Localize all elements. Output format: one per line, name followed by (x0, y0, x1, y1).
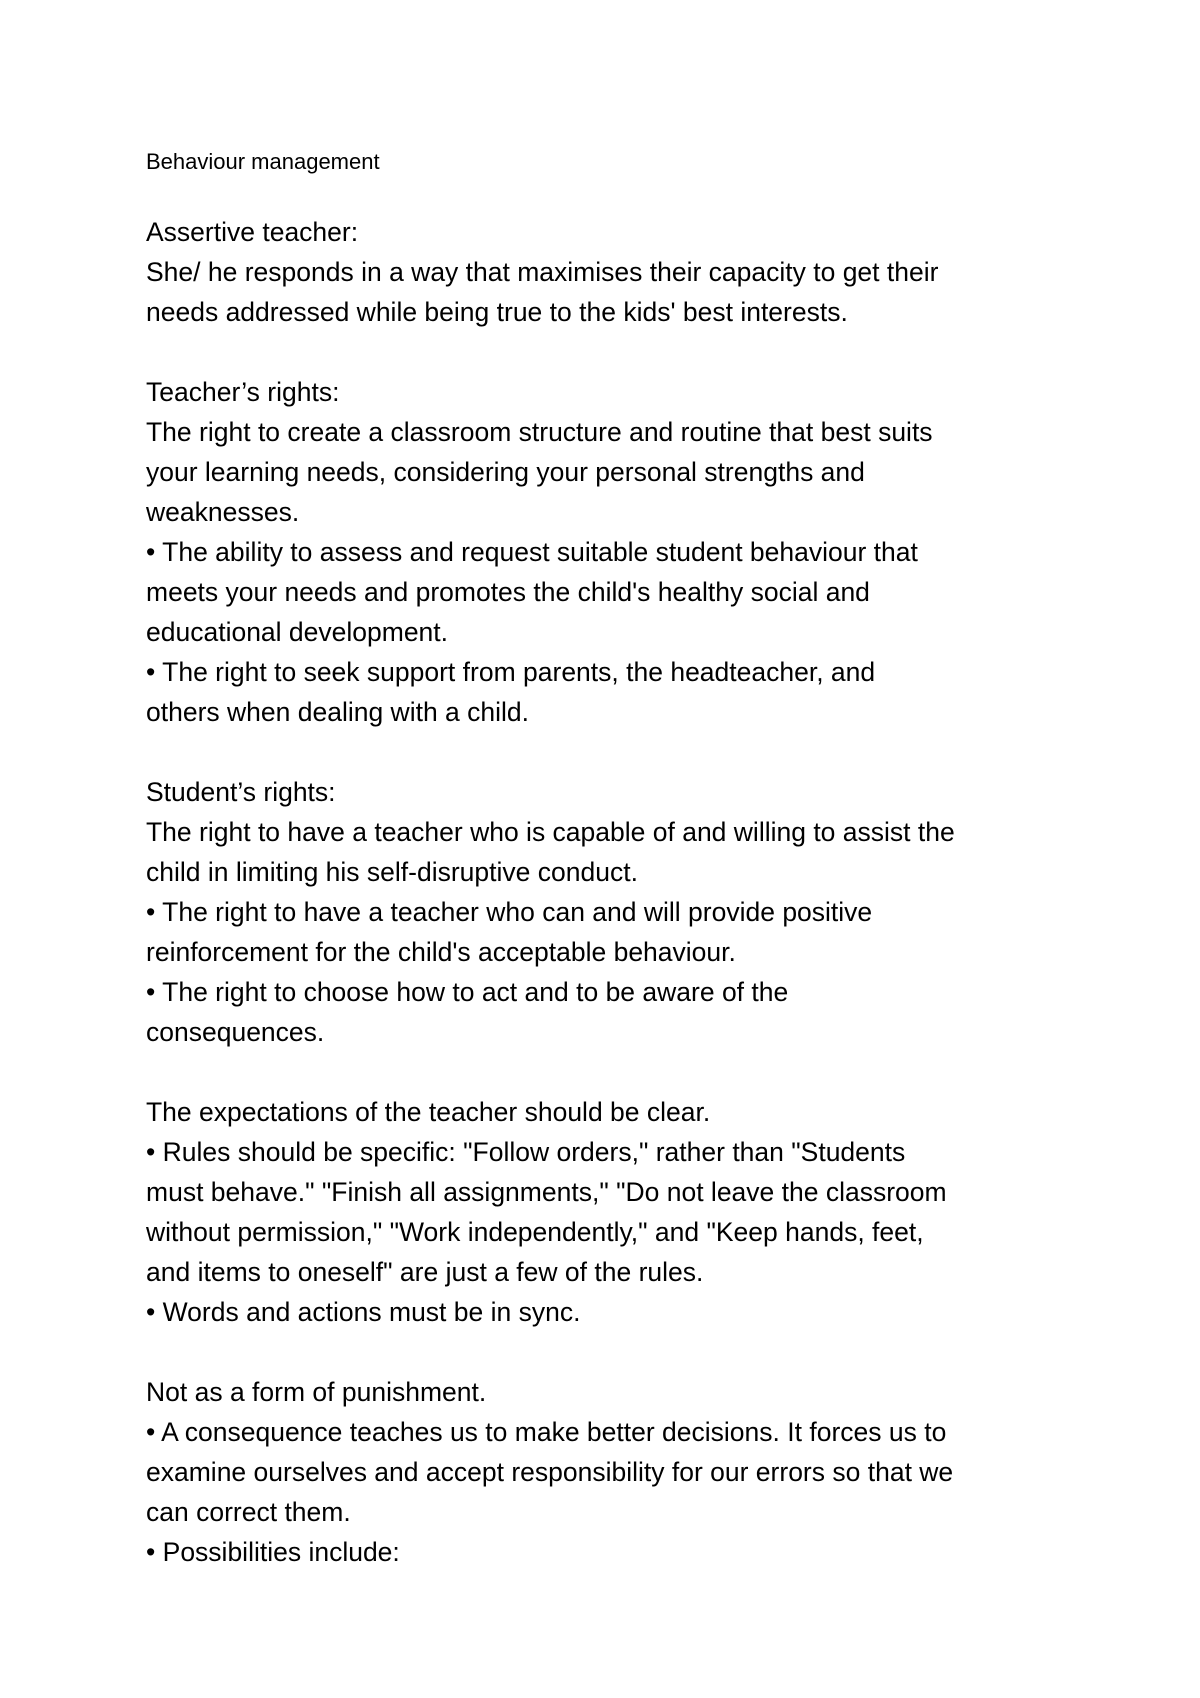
section-heading: Assertive teacher: (146, 217, 359, 247)
bullet-line: • The right to choose how to act and to be aware of the (146, 977, 789, 1007)
paragraph-line: The right to have a teacher who is capable of and willing to assist the (146, 817, 955, 847)
section-heading: Student’s rights: (146, 777, 336, 807)
bullet-line: • Words and actions must be in sync. (146, 1297, 581, 1327)
section-students-rights (146, 772, 1086, 1052)
paragraph-line: others when dealing with a child. (146, 697, 530, 727)
section-expectations (146, 1092, 1086, 1332)
paragraph-line: She/ he responds in a way that maximises their capacity to get their (146, 257, 939, 287)
section-consequences (146, 1372, 1086, 1572)
paragraph-line: educational development. (146, 617, 449, 647)
paragraph-line: weaknesses. (146, 497, 300, 527)
section-heading: Teacher’s rights: (146, 377, 340, 407)
paragraph-line: and items to oneself" are just a few of the rules. (146, 1257, 704, 1287)
paragraph-line: without permission," "Work independently," and "Keep hands, feet, (146, 1217, 924, 1247)
paragraph-line: examine ourselves and accept responsibility for our errors so that we (146, 1457, 954, 1487)
section-heading: Not as a form of punishment. (146, 1377, 487, 1407)
bullet-line: • The right to have a teacher who can and will provide positive (146, 897, 873, 927)
paragraph-line: The right to create a classroom structure and routine that best suits (146, 417, 933, 447)
section-teachers-rights (146, 372, 1086, 732)
bullet-line: • Possibilities include: (146, 1537, 400, 1567)
bullet-line: • A consequence teaches us to make better decisions. It forces us to (146, 1417, 947, 1447)
document-body (146, 212, 1086, 1572)
document-title: Behaviour management (146, 149, 380, 174)
paragraph-line: reinforcement for the child's acceptable behaviour. (146, 937, 736, 967)
paragraph-line: meets your needs and promotes the child's healthy social and (146, 577, 870, 607)
paragraph-line: needs addressed while being true to the kids' best interests. (146, 297, 848, 327)
paragraph-line: your learning needs, considering your personal strengths and (146, 457, 865, 487)
bullet-line: • The right to seek support from parents, the headteacher, and (146, 657, 876, 687)
paragraph-line: can correct them. (146, 1497, 351, 1527)
paragraph-line: consequences. (146, 1017, 325, 1047)
paragraph-line: child in limiting his self-disruptive conduct. (146, 857, 638, 887)
paragraph-line: must behave." "Finish all assignments," "Do not leave the classroom (146, 1177, 947, 1207)
bullet-line: • Rules should be specific: "Follow orders," rather than "Students (146, 1137, 906, 1167)
bullet-line: • The ability to assess and request suitable student behaviour that (146, 537, 918, 567)
section-heading: The expectations of the teacher should be clear. (146, 1097, 711, 1127)
section-assertive-teacher (146, 212, 1086, 332)
